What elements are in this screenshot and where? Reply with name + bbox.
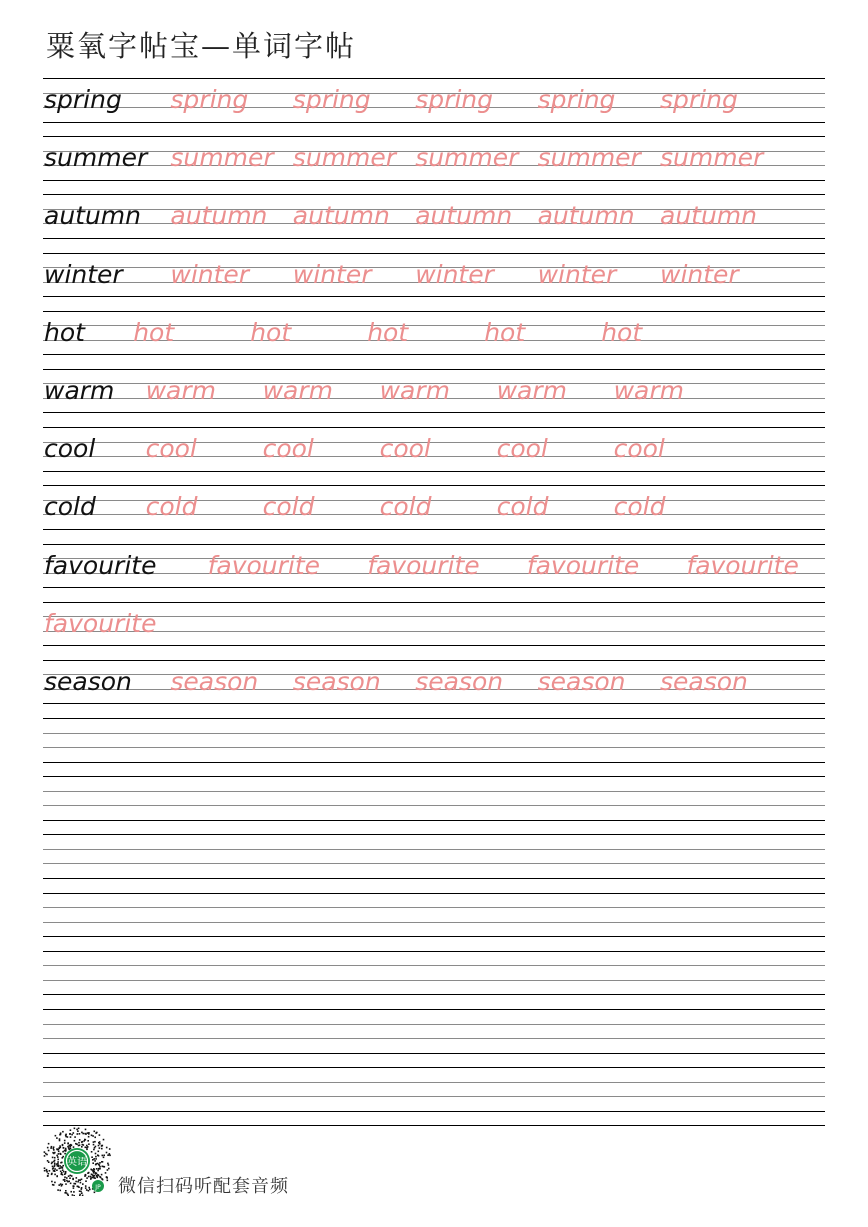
- rule-line: [43, 311, 825, 312]
- trace-word: cold: [145, 492, 198, 522]
- rule-line: [43, 253, 825, 254]
- rule-line: [43, 660, 825, 661]
- rule-line: [43, 762, 825, 763]
- rule-line: [43, 703, 825, 704]
- guide-line: [43, 907, 825, 908]
- trace-word: warm: [379, 375, 450, 405]
- practice-row: [43, 834, 825, 892]
- trace-word: hot: [484, 317, 526, 347]
- practice-row: [43, 427, 825, 485]
- rule-line: [43, 1053, 825, 1054]
- rule-line: [43, 834, 825, 835]
- guide-line: [43, 1038, 825, 1039]
- trace-word: favourite: [44, 608, 157, 638]
- rule-line: [43, 602, 825, 603]
- trace-word: favourite: [367, 550, 480, 580]
- guide-line: [43, 1096, 825, 1097]
- trace-word: cold: [262, 492, 315, 522]
- trace-word: cold: [379, 492, 432, 522]
- qr-code-icon[interactable]: [42, 1126, 112, 1196]
- trace-word: autumn: [415, 201, 513, 231]
- rule-line: [43, 776, 825, 777]
- guide-line: [43, 791, 825, 792]
- rule-line: [43, 878, 825, 879]
- model-word: winter: [44, 259, 123, 289]
- practice-row: [43, 194, 825, 252]
- practice-row: [43, 1067, 825, 1125]
- trace-word: cold: [613, 492, 666, 522]
- trace-word: hot: [133, 317, 175, 347]
- qr-corner-label: JP: [95, 1184, 101, 1191]
- practice-lines: [43, 78, 825, 1126]
- rule-line: [43, 529, 825, 530]
- trace-word: summer: [292, 143, 397, 173]
- trace-word: favourite: [207, 550, 321, 580]
- practice-row: [43, 1009, 825, 1067]
- model-word: hot: [44, 317, 85, 347]
- rule-line: [43, 122, 825, 123]
- rule-line: [43, 412, 825, 413]
- trace-word: winter: [292, 259, 372, 289]
- rule-line: [43, 820, 825, 821]
- guide-line: [43, 805, 825, 806]
- trace-word: season: [170, 666, 259, 696]
- rule-line: [43, 471, 825, 472]
- trace-word: season: [292, 666, 381, 696]
- trace-word: season: [660, 666, 748, 696]
- trace-word: hot: [367, 317, 409, 347]
- practice-row: [43, 78, 825, 136]
- trace-word: cool: [613, 434, 665, 464]
- guide-line: [43, 1024, 825, 1025]
- trace-word: season: [415, 666, 504, 696]
- trace-word: spring: [415, 85, 494, 114]
- trace-word: cold: [496, 492, 549, 522]
- footer: [42, 1126, 342, 1198]
- rule-line: [43, 354, 825, 355]
- model-word: spring: [44, 85, 122, 114]
- rule-line: [43, 485, 825, 486]
- trace-word: winter: [415, 259, 494, 289]
- guide-line: [43, 1082, 825, 1083]
- rule-line: [43, 136, 825, 137]
- practice-row: [43, 893, 825, 951]
- practice-row: [43, 369, 825, 427]
- practice-row: [43, 544, 825, 602]
- audio-caption: 微信扫码听配套音频: [118, 1176, 289, 1197]
- trace-word: spring: [537, 85, 616, 114]
- trace-word: autumn: [170, 201, 268, 231]
- model-word: cool: [44, 434, 96, 464]
- model-word: season: [44, 666, 132, 696]
- rule-line: [43, 369, 825, 370]
- rule-line: [43, 544, 825, 545]
- trace-word: cool: [496, 434, 548, 464]
- rule-line: [43, 1009, 825, 1010]
- trace-word: summer: [415, 143, 519, 173]
- model-word: summer: [44, 143, 148, 173]
- practice-row: [43, 253, 825, 311]
- practice-row: [43, 718, 825, 776]
- rule-line: [43, 994, 825, 995]
- trace-word: autumn: [660, 201, 758, 231]
- trace-word: cool: [379, 434, 431, 464]
- guide-line: [43, 733, 825, 734]
- rule-line: [43, 194, 825, 195]
- practice-row: [43, 136, 825, 194]
- rule-line: [43, 893, 825, 894]
- rule-line: [43, 238, 825, 239]
- trace-word: summer: [660, 143, 764, 173]
- practice-row: [43, 485, 825, 543]
- trace-word: autumn: [537, 201, 635, 231]
- rule-line: [43, 645, 825, 646]
- rule-line: [43, 718, 825, 719]
- rule-line: [43, 427, 825, 428]
- rule-line: [43, 180, 825, 181]
- guide-line: [43, 631, 825, 632]
- practice-row: [43, 776, 825, 834]
- trace-word: favourite: [526, 550, 640, 580]
- guide-line: [43, 863, 825, 864]
- rule-line: [43, 1067, 825, 1068]
- trace-word: cool: [145, 434, 197, 464]
- guide-line: [43, 616, 825, 617]
- rule-line: [43, 296, 825, 297]
- trace-word: winter: [660, 259, 739, 289]
- trace-word: warm: [496, 375, 567, 405]
- trace-word: spring: [660, 85, 738, 114]
- trace-word: warm: [613, 375, 684, 405]
- rule-line: [43, 1111, 825, 1112]
- practice-row: [43, 951, 825, 1009]
- model-word: autumn: [44, 201, 142, 231]
- trace-word: winter: [537, 259, 617, 289]
- model-word: favourite: [44, 550, 157, 580]
- trace-word: winter: [170, 259, 250, 289]
- rule-line: [43, 951, 825, 952]
- rule-line: [43, 587, 825, 588]
- guide-line: [43, 849, 825, 850]
- trace-word: season: [537, 666, 626, 696]
- trace-word: warm: [262, 375, 333, 405]
- model-word: warm: [44, 375, 115, 405]
- rule-line: [43, 78, 825, 79]
- page-title: 粟氧字帖宝—单词字帖: [46, 29, 357, 63]
- trace-word: hot: [250, 317, 292, 347]
- trace-word: summer: [170, 143, 274, 173]
- trace-word: autumn: [292, 201, 390, 231]
- model-word: cold: [44, 492, 96, 522]
- guide-line: [43, 922, 825, 923]
- guide-line: [43, 980, 825, 981]
- trace-word: summer: [537, 143, 641, 173]
- practice-row: [43, 660, 825, 718]
- guide-line: [43, 965, 825, 966]
- practice-row: [43, 602, 825, 660]
- guide-line: [43, 747, 825, 748]
- trace-word: warm: [145, 375, 216, 405]
- trace-word: spring: [170, 85, 249, 114]
- trace-word: hot: [601, 317, 643, 347]
- qr-badge-label: 英语: [67, 1157, 87, 1168]
- trace-word: spring: [292, 85, 371, 114]
- trace-word: cool: [262, 434, 314, 464]
- trace-word: favourite: [686, 550, 799, 580]
- practice-row: [43, 311, 825, 369]
- rule-line: [43, 936, 825, 937]
